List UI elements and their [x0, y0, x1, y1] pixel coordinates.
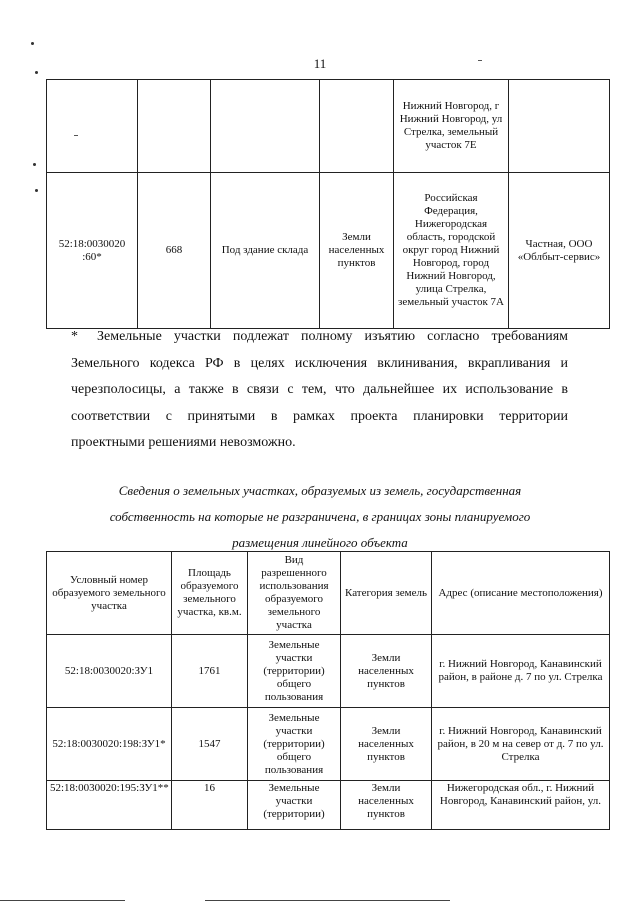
cell-area: 1761: [172, 635, 248, 708]
margin-dot: [33, 163, 36, 166]
cell-use: Земельные участки (территории) общего пользования: [248, 708, 341, 781]
table-row: [47, 80, 610, 173]
table-row: [47, 781, 610, 830]
cell-number: 52:18:0030020:ЗУ1: [47, 635, 172, 708]
caption-line: собственность на которые не разграничена, в границах зоны планируемого: [109, 509, 531, 524]
margin-dot: [31, 42, 34, 45]
cell-use: Земельные участки (территории) общего пользования: [248, 635, 341, 708]
cell-area: 1547: [172, 708, 248, 781]
cell-number: 52:18:0030020 :60*: [47, 173, 138, 329]
column-header: Вид разрешенного использования образуемого земельного участка: [248, 552, 341, 635]
footnote-line: [71, 324, 568, 351]
table-row: [47, 708, 610, 781]
margin-dot: [35, 189, 38, 192]
footnote-line: черезполосицы, а также в связи с тем, что дальнейшее их использование в: [71, 382, 568, 397]
cell-address: Нижегородская обл., г. Нижний Новгород, Канавинский район, ул.: [432, 781, 610, 830]
cell-number: [47, 80, 138, 173]
table-row: [47, 173, 610, 329]
cell-category: Земли населенных пунктов: [341, 708, 432, 781]
cell-category: Земли населенных пунктов: [341, 635, 432, 708]
cell-category: Земли населенных пунктов: [341, 781, 432, 830]
cell-area: [138, 80, 211, 173]
new-parcels-table: [46, 551, 610, 830]
cell-area: 16: [172, 781, 248, 830]
scan-edge-line: [0, 900, 125, 901]
table-row: [47, 635, 610, 708]
table-header-row: [47, 552, 610, 635]
footnote-line: Земельного кодекса РФ в целях исключения вклинивания, вкрапливания и: [71, 355, 568, 371]
cell-use: Земельные участки (территории): [248, 781, 341, 830]
cell-number: 52:18:0030020:195:ЗУ1**: [47, 781, 172, 830]
cell-category: [320, 80, 394, 173]
cell-owner: [509, 80, 610, 173]
footnote-text: Земельные участки подлежат полному изъятию согласно требованиям: [97, 329, 568, 344]
page-number: 11: [313, 56, 327, 71]
column-header: Условный номер образуемого земельного участка: [47, 552, 172, 635]
cell-number: 52:18:0030020:198:ЗУ1*: [47, 708, 172, 781]
parcels-table-continued: [46, 79, 610, 329]
footnote-line: соответствии с принятыми в рамках проекта планировки территории: [71, 408, 568, 424]
caption-line: Сведения о земельных участках, образуемых из земель, государственная: [118, 483, 522, 498]
section-caption: [60, 478, 580, 556]
cell-use: [211, 80, 320, 173]
scan-edge-line: [205, 900, 450, 901]
cell-area: 668: [138, 173, 211, 329]
footnote-star: *: [71, 329, 78, 344]
cell-category: Земли населенных пунктов: [320, 173, 394, 329]
column-header: Площадь образуемого земельного участка, кв.м.: [172, 552, 248, 635]
caption-line: размещения линейного объекта: [232, 535, 408, 550]
footnote-line: проектными решениями невозможно.: [71, 435, 296, 450]
cell-address: г. Нижний Новгород, Канавинский район, в районе д. 7 по ул. Стрелка: [432, 635, 610, 708]
column-header: Адрес (описание местоположения): [432, 552, 610, 635]
cell-owner: Частная, ООО «Облбыт-сервис»: [509, 173, 610, 329]
footnote-paragraph: [71, 324, 568, 457]
cell-address: г. Нижний Новгород, Канавинский район, в 20 м на север от д. 7 по ул. Стрелка: [432, 708, 610, 781]
cell-address: Нижний Новгород, г Нижний Новгород, ул Стрелка, земельный участок 7Е: [394, 80, 509, 173]
cell-use: Под здание склада: [211, 173, 320, 329]
column-header: Категория земель: [341, 552, 432, 635]
cell-address: Российская Федерация, Нижегородская область, городской округ город Нижний Новгород, город Нижний Новгород, улица Стрелка, земельный участок 7А: [394, 173, 509, 329]
